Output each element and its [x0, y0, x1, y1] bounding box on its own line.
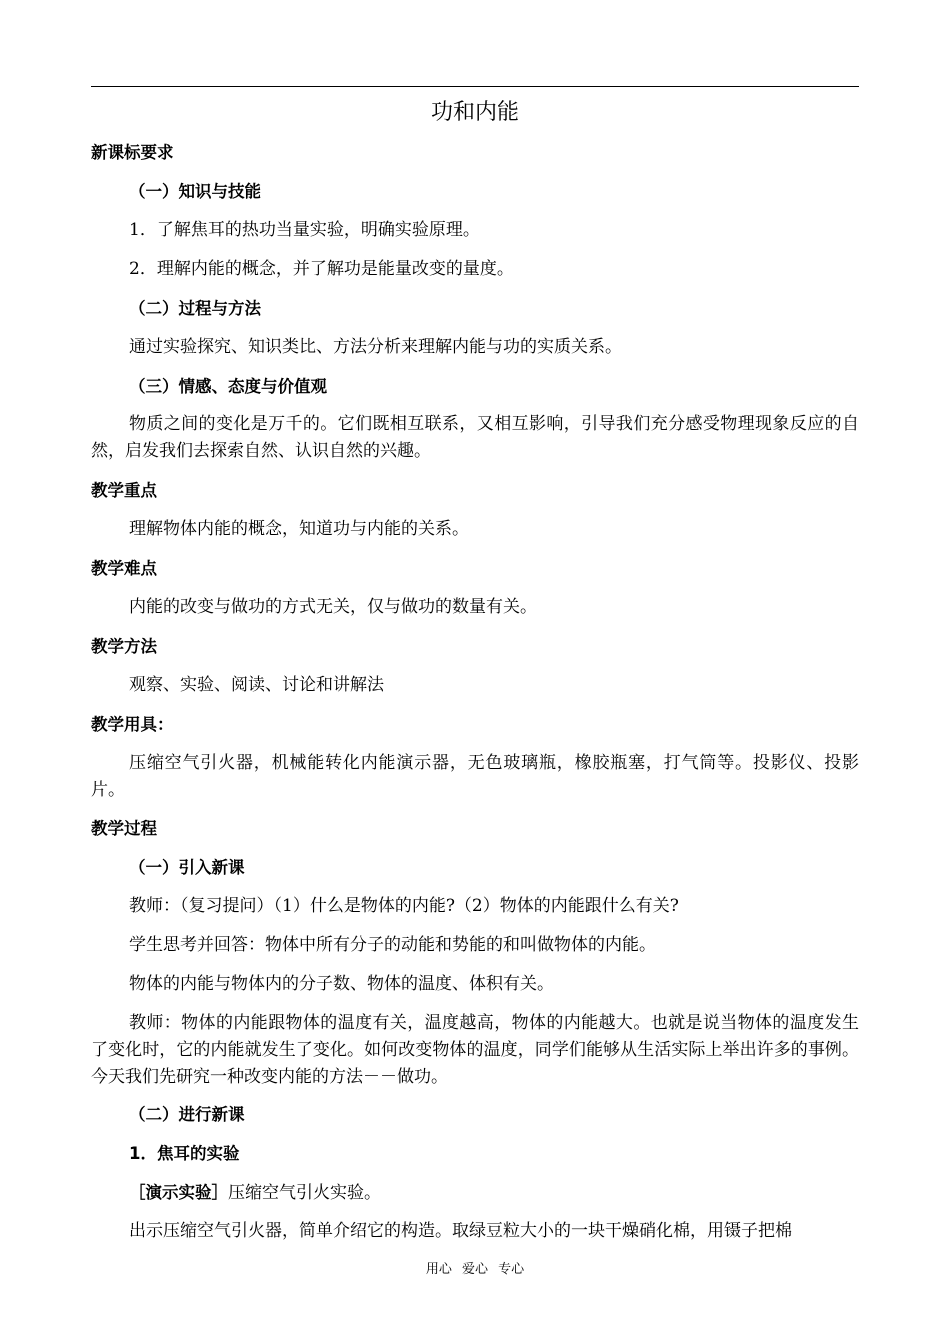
difficulty-text: 内能的改变与做功的方式无关，仅与做功的数量有关。: [129, 597, 537, 617]
key-point-text: 理解物体内能的概念，知道功与内能的关系。: [129, 519, 469, 539]
subheading-process-method: （二）过程与方法: [129, 299, 261, 318]
tools-paragraph: 压缩空气引火器，机械能转化内能演示器，无色玻璃瓶，橡胶瓶塞，打气筒等。投影仪、投影片。: [91, 753, 859, 800]
teacher-explanation-paragraph: 教师：物体的内能跟物体的温度有关，温度越高，物体的内能越大。也就是说当物体的温度发生了变化时，它的内能就发生了变化。如何改变物体的温度，同学们能够从生活实际上举出许多的事例。今天我们先研究一种改变内能的方法－－做功。: [91, 1013, 859, 1087]
internal-energy-related: 物体的内能与物体内的分子数、物体的温度、体积有关。: [129, 974, 554, 994]
document-title: 功和内能: [430, 100, 519, 125]
demo-tag: ［演示实验］: [129, 1183, 228, 1202]
heading-requirements: 新课标要求: [91, 143, 174, 162]
header-rule: [91, 86, 859, 87]
heading-difficulty: 教学难点: [91, 559, 157, 578]
subheading-joule-experiment: 1．焦耳的实验: [129, 1144, 240, 1163]
subheading-new-lesson: （二）进行新课: [129, 1105, 245, 1124]
subheading-emotion: （三）情感、态度与价值观: [129, 377, 327, 396]
student-answer: 学生思考并回答：物体中所有分子的动能和势能的和叫做物体的内能。: [129, 935, 656, 955]
heading-method: 教学方法: [91, 637, 157, 656]
subheading-knowledge: （一）知识与技能: [129, 182, 261, 201]
process-method-text: 通过实验探究、知识类比、方法分析来理解内能与功的实质关系。: [129, 337, 622, 357]
demo-line: [129, 1179, 381, 1207]
demo-text: 压缩空气引火实验。: [228, 1183, 381, 1203]
teacher-question: 教师：（复习提问）（1）什么是物体的内能?（2）物体的内能跟什么有关?: [129, 896, 679, 916]
method-text: 观察、实验、阅读、讨论和讲解法: [129, 675, 384, 695]
page-footer: 用心 爱心 专心: [425, 1262, 525, 1277]
subheading-intro: （一）引入新课: [129, 858, 245, 877]
emotion-paragraph: 物质之间的变化是万千的。它们既相互联系，又相互影响，引导我们充分感受物理现象反应的自然，启发我们去探索自然、认识自然的兴趣。: [91, 414, 859, 461]
heading-key-point: 教学重点: [91, 481, 157, 500]
knowledge-item-1: 1．了解焦耳的热功当量实验，明确实验原理。: [129, 220, 480, 240]
last-line: 出示压缩空气引火器，简单介绍它的构造。取绿豆粒大小的一块干燥硝化棉，用镊子把棉: [129, 1221, 792, 1241]
knowledge-item-2: 2．理解内能的概念，并了解功是能量改变的量度。: [129, 259, 514, 279]
heading-tools: 教学用具：: [91, 715, 174, 734]
heading-teaching-process: 教学过程: [91, 819, 157, 838]
